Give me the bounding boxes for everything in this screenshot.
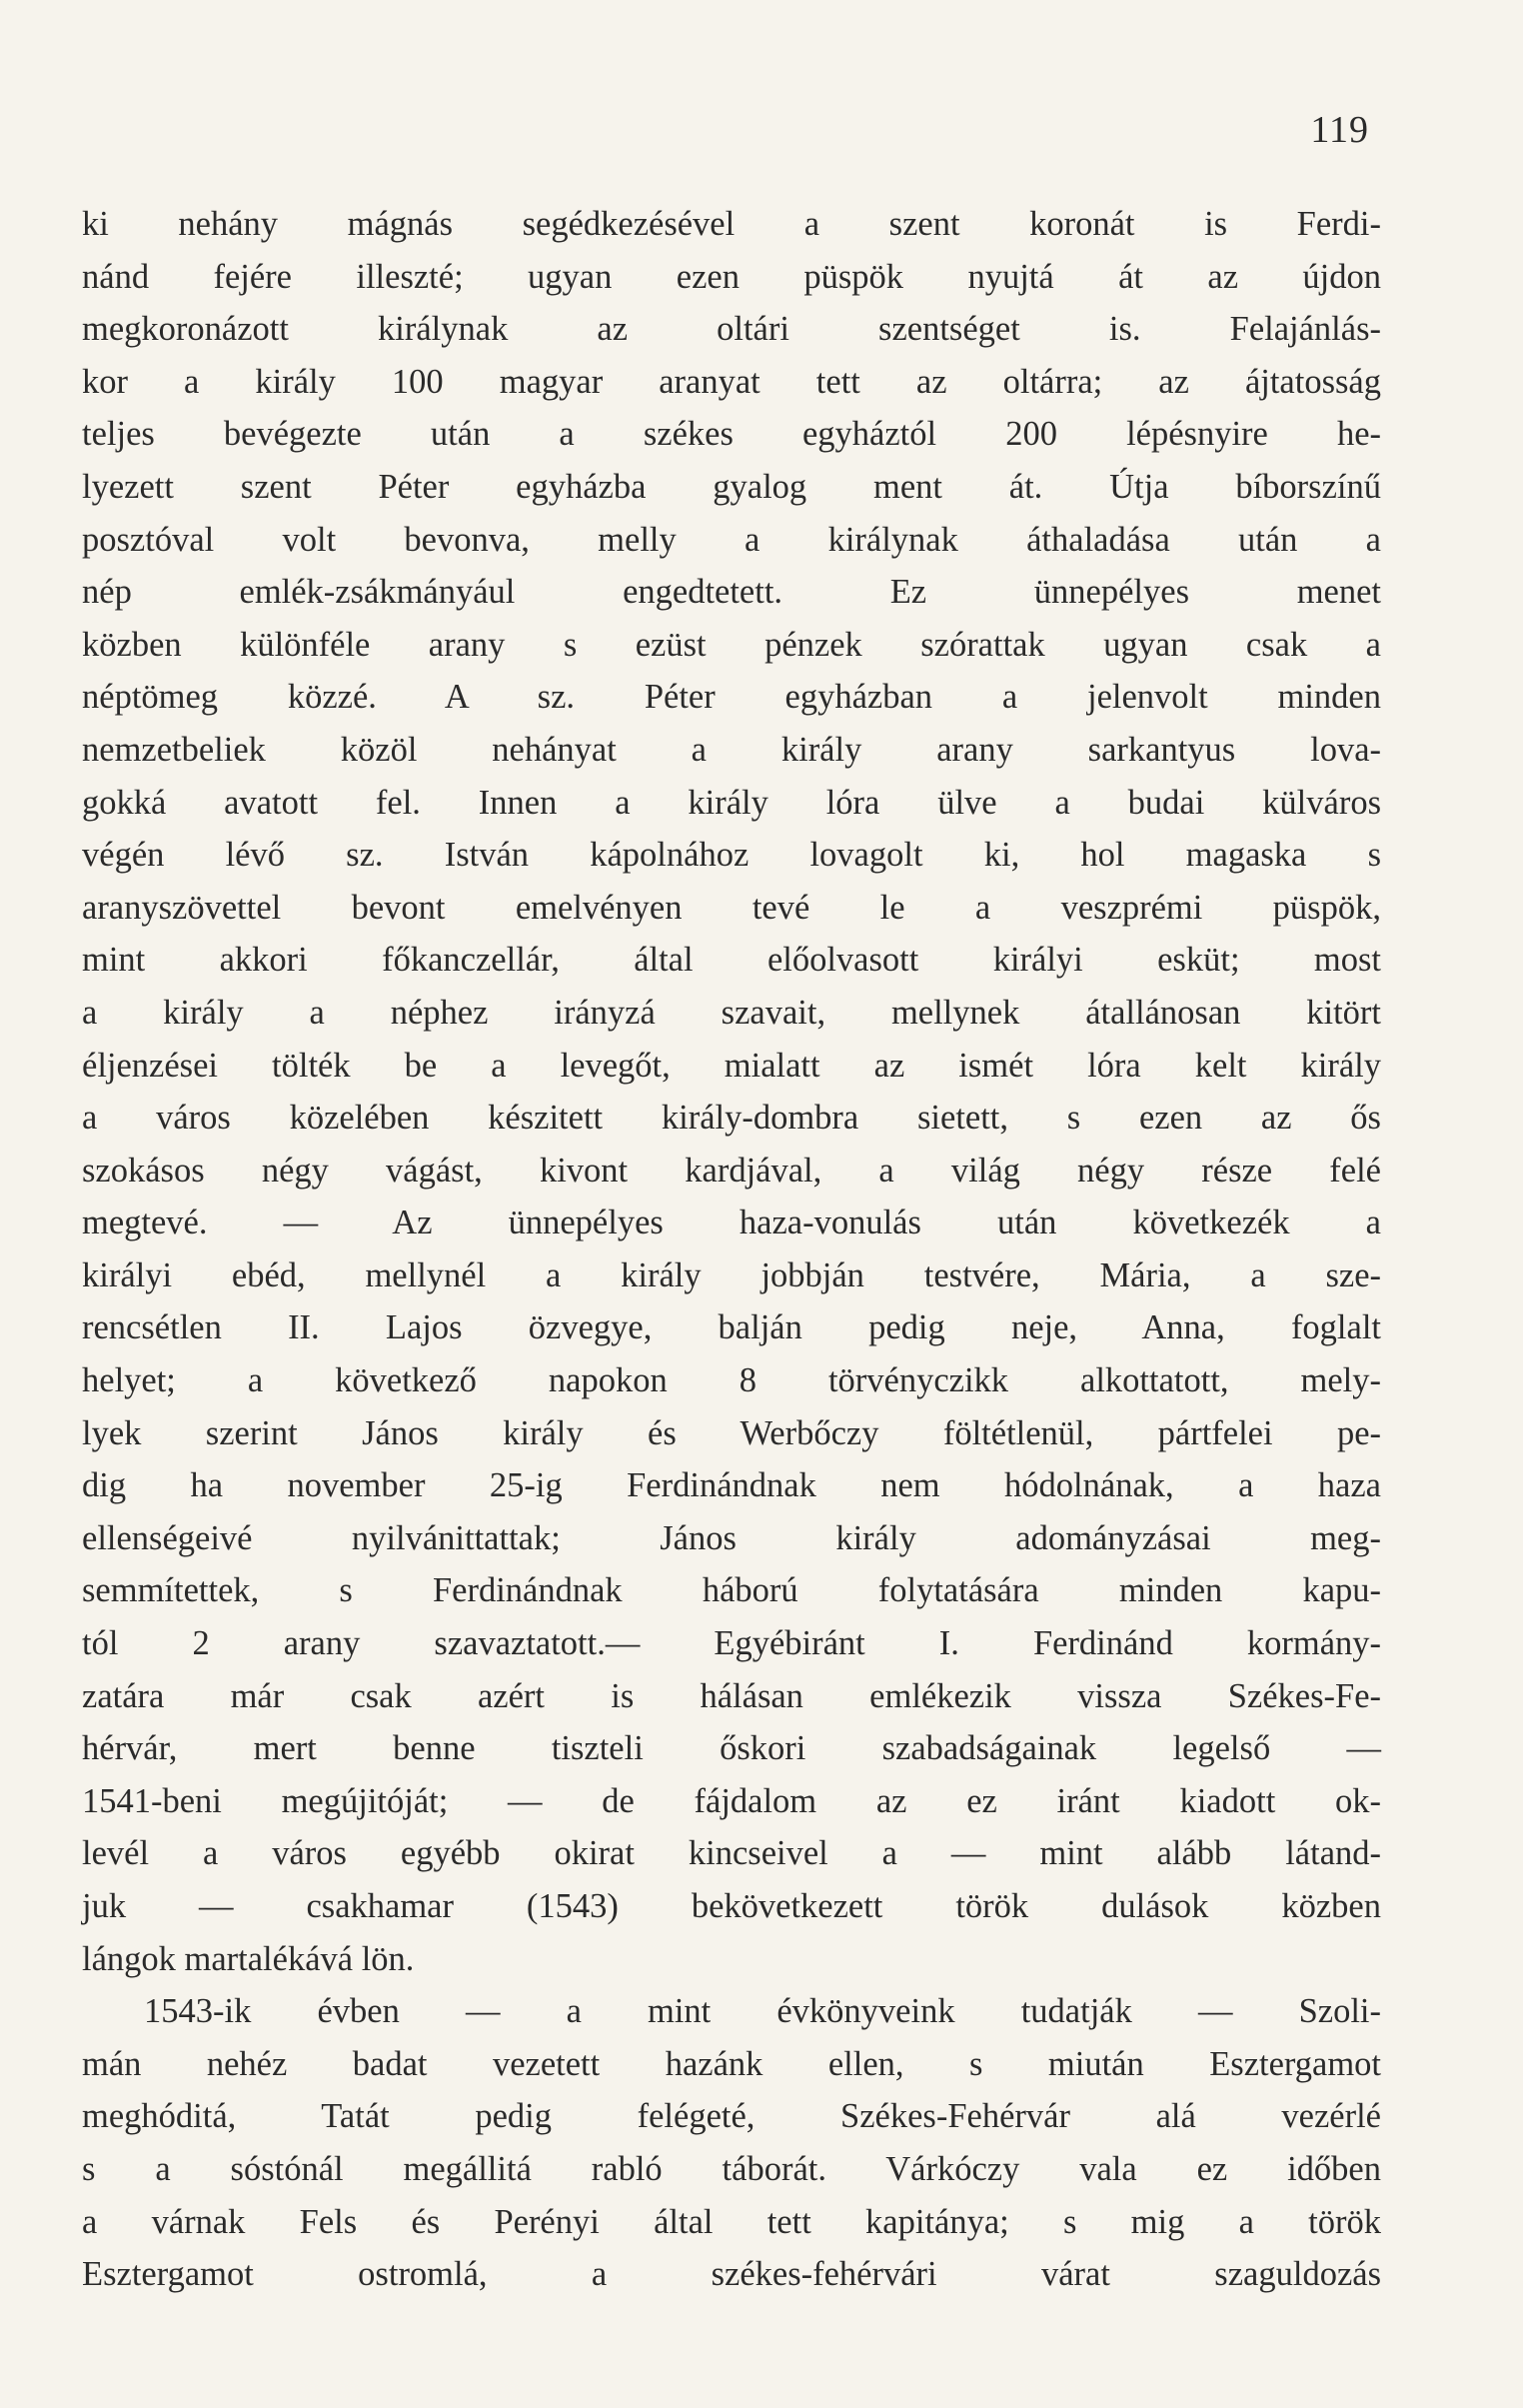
text-line: 1543-ik évben — a mint évkönyveink tudatják — Szoli- [144,1992,1381,2031]
text-line: posztóval volt bevonva, melly a királynak áthaladása után a [82,520,1381,559]
text-line: Esztergamot ostromlá, a székes-fehérvári várat szaguldozás [82,2255,1381,2294]
text-line: megtevé. — Az ünnepélyes haza-vonulás után következék a [82,1204,1381,1242]
text-line: ellenségeivé nyilvánittattak; János király adományzásai meg- [82,1518,1381,1557]
text-line: tól 2 arany szavaztatott.— Egyébiránt I. Ferdinánd kormány- [82,1624,1381,1663]
text-line: helyet; a következő napokon 8 törvényczikk alkottatott, mely- [82,1361,1381,1400]
text-line: nánd fejére illeszté; ugyan ezen püspök nyujtá át az újdon [82,257,1381,296]
text-line: rencsétlen II. Lajos özvegye, balján pedig neje, Anna, foglalt [82,1308,1381,1347]
text-line: teljes bevégezte után a székes egyháztól 200 lépésnyire he- [82,415,1381,454]
text-line: végén lévő sz. István kápolnához lovagolt ki, hol magaska s [82,836,1381,875]
text-line: a várnak Fels és Perényi által tett kapitánya; s mig a török [82,2202,1381,2241]
text-line: nép emlék-zsákmányául engedtetett. Ez ünnepélyes menet [82,573,1381,612]
text-line: mint akkori főkanczellár, által előolvasott királyi esküt; most [82,941,1381,980]
text-line: meghóditá, Tatát pedig felégeté, Székes-Fehérvár alá vezérlé [82,2097,1381,2136]
text-line: éljenzései tölték be a levegőt, mialatt az ismét lóra kelt király [82,1046,1381,1085]
text-line: nemzetbeliek közöl nehányat a király arany sarkantyus lova- [82,730,1381,769]
text-line: közben különféle arany s ezüst pénzek szórattak ugyan csak a [82,625,1381,664]
text-line: mán nehéz badat vezetett hazánk ellen, s miután Esztergamot [82,2044,1381,2083]
text-line: 1541-beni megújitóját; — de fájdalom az ez iránt kiadott ok- [82,1781,1381,1820]
text-line: aranyszövettel bevont emelvényen tevé le a veszprémi püspök, [82,888,1381,927]
body-text [82,198,1381,2301]
text-line: hérvár, mert benne tiszteli őskori szabadságainak legelső — [82,1729,1381,1768]
text-line: gokká avatott fel. Innen a király lóra ülve a budai külváros [82,783,1381,822]
text-line: szokásos négy vágást, kivont kardjával, a világ négy része felé [82,1151,1381,1190]
text-line: ki nehány mágnás segédkezésével a szent koronát is Ferdi- [82,205,1381,243]
text-line: levél a város egyébb okirat kincseivel a — mint alább látand- [82,1834,1381,1873]
text-line: kor a király 100 magyar aranyat tett az oltárra; az ájtatosság [82,362,1381,401]
text-line: juk — csakhamar (1543) bekövetkezett török dulások közben [82,1887,1381,1925]
text-line: lyek szerint János király és Werbőczy föltétlenül, pártfelei pe- [82,1413,1381,1452]
text-line: lángok martalékává lön. [82,1939,415,1978]
text-line: dig ha november 25-ig Ferdinándnak nem hódolnának, a haza [82,1466,1381,1505]
text-line: lyezett szent Péter egyházba gyalog ment át. Útja bíborszínű [82,467,1381,506]
text-line: a város közelében készitett király-dombra sietett, s ezen az ős [82,1099,1381,1138]
text-line: néptömeg közzé. A sz. Péter egyházban a jelenvolt minden [82,678,1381,717]
text-line: megkoronázott királynak az oltári szentséget is. Felajánlás- [82,310,1381,349]
text-line: királyi ebéd, mellynél a király jobbján testvére, Mária, a sze- [82,1255,1381,1294]
text-line: semmítettek, s Ferdinándnak háború folytatására minden kapu- [82,1571,1381,1610]
text-line: zatára már csak azért is hálásan emlékezik vissza Székes-Fe- [82,1676,1381,1715]
text-line: a király a néphez irányzá szavait, mellynek átallánosan kitört [82,993,1381,1032]
page-number: 119 [1310,109,1369,151]
text-line: s a sóstónál megállitá rabló táborát. Várkóczy vala ez időben [82,2149,1381,2188]
